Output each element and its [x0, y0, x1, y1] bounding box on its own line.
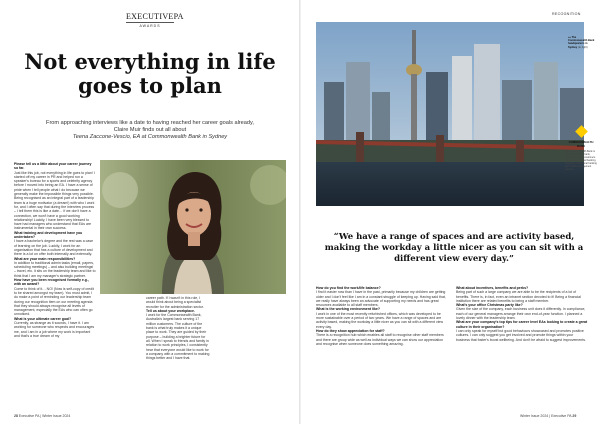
publication-name: Executive PA | Winter Issue 2024	[18, 414, 71, 418]
answer: Currently, as strange as it sounds, I have it. I am working for someone who respects and encourages me, and I am in a job where my work is important and that's a true dream of my	[14, 320, 95, 338]
qa-item	[456, 303, 588, 320]
sydney-skyline-photo	[316, 22, 584, 206]
qa-item	[316, 307, 448, 328]
logo-title: EXECUTIVEPA	[126, 12, 184, 21]
answer: Being part of such a large company we are able to be the recipients of a lot of benefits. There is, in fact, even an intranet section devoted to it! Being a financial institution there are related benefits to being a staff member.	[456, 290, 581, 303]
portrait-illustration	[100, 160, 286, 294]
publication-name: Winter Issue 2024 | Executive PA	[520, 414, 572, 418]
awards-logo	[126, 12, 184, 28]
question: What about incentives, benefits and perks?	[456, 286, 529, 290]
section-label: RECOGNITION	[552, 12, 581, 16]
company-name: COMMONWEALTH BANK	[568, 140, 594, 148]
question: What are your main responsibilities?	[14, 256, 76, 261]
question: How do you find the work/life balance?	[316, 286, 381, 290]
answer: Given the size of the company, each business unit does it differently. In compliance, each of our general managers arrange their own end-of-year function. I planned a lovely dinner with the leadership team.	[456, 307, 586, 321]
company-badge	[565, 124, 597, 171]
footer-left	[14, 414, 70, 418]
page-number: 29	[572, 414, 577, 418]
answer: I have a bachelor's degree and the rest was a case of learning on the job. Luckily, I work for an organisation that has a culture of development and there is a lot on offer both internally and externally.	[14, 239, 94, 257]
page-gutter	[299, 0, 301, 424]
answer: There is a recognition hub which enables all staff to recognise other staff members and there are group wide as well as individual ways we can show our appreciation and recognise when someone does something amazing.	[316, 333, 444, 346]
qa-item	[146, 296, 210, 309]
qa-item	[14, 257, 96, 278]
question: What are your company's top tips for career level EAs looking to create a great culture in their organisation?	[456, 320, 588, 329]
intro-text: From approaching interviews like a date to having reached her career goals already, Claire Muir finds out all about	[46, 120, 254, 133]
qa-item	[316, 329, 448, 346]
question: What training and development have you undertaken?	[14, 230, 83, 240]
answer: In addition to traditional admin tasks (email, papers, scheduling meetings) – and also building meetings! – travel, etc. it sits on the leadership team and like to think that I am my manager's strategic partner.	[14, 260, 96, 278]
answer: I can only speak for myself but good behaviours showcased and promotes positive cultures. I can only suggest you get involved and promote things within your business that foster's boost wellbeing. And don't be afraid to suggest improvements.	[456, 328, 586, 342]
qa-item	[14, 278, 96, 317]
right-column-1	[316, 286, 448, 346]
qa-item	[456, 286, 588, 303]
right-column-2	[456, 286, 588, 342]
answer: Come to think of it… NO! (Now is self-copy of credit to be shared amongst my team). You must admit, I do make a point of reminding our leadership team during our recognition item on our meeting agenda that they should always recognise all levels of management, especially the EAs who can often go unnoticed.	[14, 286, 94, 317]
answer: Just like this job, not everything in life goes to plan! I started off my career in PR and helped run a speaker's bureau for a sports and celebrity agency before I moved into being an EA. I have a sense of pride when I tell people what I do because we generally make the impossible things very possible. Being recognised as an integral part of a leadership team is a huge motivator (a dream!) with who I work for, and I often say that during the interview process – I tell them this is like a date… if we don't have a connection, we won't have a good working relationship! Luckily, I have been very blessed to have had managers who understand that EAs are instrumental in their own success.	[14, 170, 95, 231]
qa-item	[316, 286, 448, 307]
answer: I work in one of the most recently refurbished offices, which was developed to be more sustainable over a period of two years. We have a range of spaces and are activity based, making the workday a little nicer as you can sit with a different view every day.	[316, 311, 443, 329]
left-column-1	[14, 162, 96, 338]
footer-right	[520, 414, 576, 418]
intro-byline: Teena Zaccone-Vescio, EA at Commonwealth Bank in Sydney	[72, 134, 228, 140]
caption-title: »» The Commonwealth Bank headquarters in Sydney	[568, 36, 595, 49]
logo-subtitle: AWARDS	[126, 22, 174, 28]
question: What is your ultimate career goal?	[14, 316, 72, 321]
portrait-photo	[100, 160, 286, 294]
skyline-illustration	[316, 22, 584, 206]
question: Please tell us a little about your career journey so far.	[14, 162, 92, 171]
left-column-2	[146, 296, 210, 360]
qa-item	[456, 320, 588, 341]
qa-item	[14, 317, 96, 338]
commbank-logo-icon	[575, 125, 588, 138]
question: How do they show appreciation for staff?	[316, 328, 385, 333]
page-number: 28	[14, 414, 18, 418]
qa-item	[146, 309, 210, 361]
question: What's your office Christmas party like?	[456, 303, 523, 308]
answer: career path. If I wasn't in this role, I would think about being a specialist recruiter for the administration sector.	[146, 296, 204, 309]
answer: I work for the Commonwealth Bank, Australia's largest bank serving 17 million customers. The culture of the bank is what truly makes it a unique place to work. They are guided by their purpose – building a brighter future for all. When I speak to friends and family in relation to work principles, I consistently hear that everyone would like to work for a company with a commitment to making things better and I have that.	[146, 313, 210, 361]
question: How have you been recognised formally e.g., with an award?	[14, 278, 89, 287]
qa-item	[14, 162, 96, 231]
pull-quote: “We have a range of spaces and are activity based, making the workday a little nicer as you can sit with a different view every day.”	[324, 232, 584, 264]
qa-item	[14, 231, 96, 257]
question: What is the working environment like?	[316, 307, 380, 312]
photo-caption	[568, 36, 596, 49]
question: Tell us about your workplace.	[146, 308, 195, 313]
article-title: Not everything in life goes to plan	[24, 49, 276, 98]
caption-sub: (to right)	[577, 45, 588, 49]
article-intro	[40, 120, 260, 141]
answer: I find it easier now than I have in the past, primarily because my children are getting older and I don't feel like I am in a constant struggle of keeping up. Having said that, we really have always been an advocate of supporting my needs and has great resources available to all staff members.	[316, 290, 446, 308]
company-description: The Commonwealth Bank is Australia's largest bank, serving 17 million customers. It is a leader in retail banking, business, institutional banking and wealth management services.	[565, 150, 597, 171]
